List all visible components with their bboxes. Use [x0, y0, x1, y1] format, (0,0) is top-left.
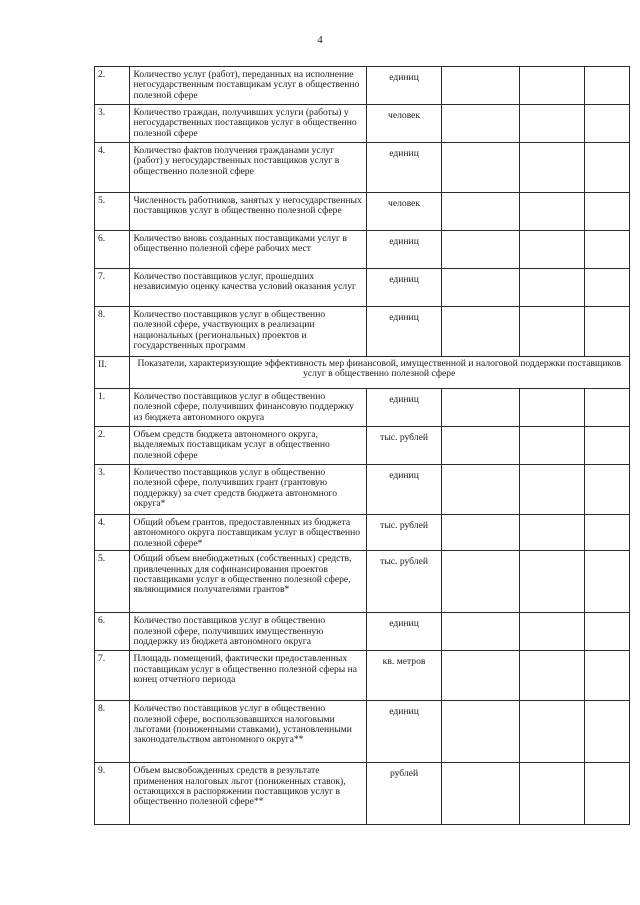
value-cell [519, 701, 584, 763]
indicator-name: Количество поставщиков услуг в общественно полезной сфере, воспользовавшихся налоговыми льготами (пониженными ставками), установленными законодательством автономного округа** [129, 701, 366, 763]
unit-of-measure: единиц [366, 307, 442, 357]
unit-of-measure: тыс. рублей [366, 427, 442, 465]
value-cell [519, 465, 584, 515]
unit-of-measure: единиц [366, 143, 442, 193]
value-cell [519, 551, 584, 613]
row-number: 9. [95, 763, 130, 825]
indicator-name: Количество фактов получения гражданами услуг (работ) у негосударственных поставщиков услуг в общественно полезной сфере [129, 143, 366, 193]
table-row [95, 515, 630, 551]
table-row [95, 389, 630, 427]
value-cell [442, 307, 520, 357]
indicator-name: Количество поставщиков услуг в общественно полезной сфере, получивших финансовую поддержку из бюджета автономного округа [129, 389, 366, 427]
unit-of-measure: человек [366, 105, 442, 143]
row-number: II. [95, 357, 130, 389]
unit-of-measure: единиц [366, 465, 442, 515]
table-row [95, 551, 630, 613]
table-row [95, 465, 630, 515]
indicator-name: Общий объем грантов, предоставленных из бюджета автономного округа поставщикам услуг в общественно полезной сфере* [129, 515, 366, 551]
value-cell [519, 105, 584, 143]
row-number: 5. [95, 551, 130, 613]
value-cell [442, 269, 520, 307]
row-number: 3. [95, 465, 130, 515]
unit-of-measure: тыс. рублей [366, 551, 442, 613]
value-cell [442, 651, 520, 701]
unit-of-measure: единиц [366, 613, 442, 651]
row-number: 4. [95, 515, 130, 551]
value-cell [584, 307, 629, 357]
row-number: 7. [95, 651, 130, 701]
value-cell [519, 427, 584, 465]
row-number: 6. [95, 231, 130, 269]
value-cell [519, 613, 584, 651]
unit-of-measure: единиц [366, 701, 442, 763]
row-number: 8. [95, 701, 130, 763]
page-number: 4 [317, 34, 323, 46]
value-cell [584, 269, 629, 307]
table-row [95, 193, 630, 231]
unit-of-measure: единиц [366, 269, 442, 307]
table-row [95, 105, 630, 143]
indicator-name: Количество услуг (работ), переданных на исполнение негосударственным поставщикам услуг в общественно полезной сфере [129, 67, 366, 105]
value-cell [442, 465, 520, 515]
indicator-name: Количество поставщиков услуг в общественно полезной сфере, получивших имущественную поддержку из бюджета автономного округа [129, 613, 366, 651]
value-cell [519, 67, 584, 105]
row-number: 7. [95, 269, 130, 307]
indicators-table-body [95, 67, 630, 825]
value-cell [442, 701, 520, 763]
table-row [95, 763, 630, 825]
indicator-name: Численность работников, занятых у негосударственных поставщиков услуг в общественно полезной сфере [129, 193, 366, 231]
table-row [95, 701, 630, 763]
value-cell [584, 551, 629, 613]
value-cell [519, 193, 584, 231]
row-number: 3. [95, 105, 130, 143]
table-row [95, 67, 630, 105]
value-cell [519, 307, 584, 357]
indicator-name: Количество поставщиков услуг, прошедших независимую оценку качества условий оказания услуг [129, 269, 366, 307]
value-cell [442, 427, 520, 465]
value-cell [584, 701, 629, 763]
table-row [95, 307, 630, 357]
indicator-name: Площадь помещений, фактически предоставленных поставщикам услуг в общественно полезной сферы на конец отчетного периода [129, 651, 366, 701]
value-cell [519, 143, 584, 193]
value-cell [584, 465, 629, 515]
value-cell [442, 515, 520, 551]
value-cell [584, 763, 629, 825]
value-cell [519, 231, 584, 269]
row-number: 2. [95, 67, 130, 105]
value-cell [519, 515, 584, 551]
indicator-name: Количество вновь созданных поставщиками услуг в общественно полезной сфере рабочих мест [129, 231, 366, 269]
value-cell [442, 193, 520, 231]
value-cell [584, 613, 629, 651]
unit-of-measure: единиц [366, 231, 442, 269]
table-row [95, 269, 630, 307]
value-cell [584, 193, 629, 231]
value-cell [584, 143, 629, 193]
row-number: 5. [95, 193, 130, 231]
row-number: 2. [95, 427, 130, 465]
indicator-name: Общий объем внебюджетных (собственных) средств, привлеченных для софинансирования проектов поставщиками услуг в общественно полезной сфере, являющимися получателями грантов* [129, 551, 366, 613]
unit-of-measure: единиц [366, 67, 442, 105]
value-cell [584, 105, 629, 143]
value-cell [442, 551, 520, 613]
section-row [95, 357, 630, 389]
indicator-name: Объем высвобожденных средств в результате применения налоговых льгот (пониженных ставок), остающихся в распоряжении поставщиков услуг в общественно полезной сфере** [129, 763, 366, 825]
value-cell [442, 105, 520, 143]
table-row [95, 651, 630, 701]
unit-of-measure: единиц [366, 389, 442, 427]
value-cell [442, 231, 520, 269]
unit-of-measure: тыс. рублей [366, 515, 442, 551]
value-cell [584, 389, 629, 427]
unit-of-measure: рублей [366, 763, 442, 825]
value-cell [442, 763, 520, 825]
unit-of-measure: человек [366, 193, 442, 231]
indicator-name: Количество поставщиков услуг в общественно полезной сфере, участвующих в реализации национальных (региональных) проектов и государственных программ [129, 307, 366, 357]
indicator-name: Количество поставщиков услуг в общественно полезной сфере, получивших грант (грантовую поддержку) за счет средств бюджета автономного округа* [129, 465, 366, 515]
unit-of-measure: кв. метров [366, 651, 442, 701]
table-row [95, 231, 630, 269]
value-cell [584, 427, 629, 465]
table-row [95, 143, 630, 193]
value-cell [584, 515, 629, 551]
value-cell [519, 763, 584, 825]
table-row [95, 613, 630, 651]
row-number: 6. [95, 613, 130, 651]
value-cell [584, 651, 629, 701]
value-cell [442, 613, 520, 651]
indicator-name: Объем средств бюджета автономного округа, выделяемых поставщикам услуг в общественно полезной сфере [129, 427, 366, 465]
value-cell [519, 389, 584, 427]
section-title: Показатели, характеризующие эффективность мер финансовой, имущественной и налоговой поддержки поставщиков услуг в общественно полезной сфере [129, 357, 629, 389]
row-number: 4. [95, 143, 130, 193]
value-cell [519, 269, 584, 307]
value-cell [519, 651, 584, 701]
value-cell [584, 231, 629, 269]
table-row [95, 427, 630, 465]
value-cell [442, 67, 520, 105]
row-number: 8. [95, 307, 130, 357]
value-cell [584, 67, 629, 105]
row-number: 1. [95, 389, 130, 427]
indicator-name: Количество граждан, получивших услуги (работы) у негосударственных поставщиков услуг в общественно полезной сфере [129, 105, 366, 143]
value-cell [442, 389, 520, 427]
indicators-table [94, 66, 630, 825]
value-cell [442, 143, 520, 193]
